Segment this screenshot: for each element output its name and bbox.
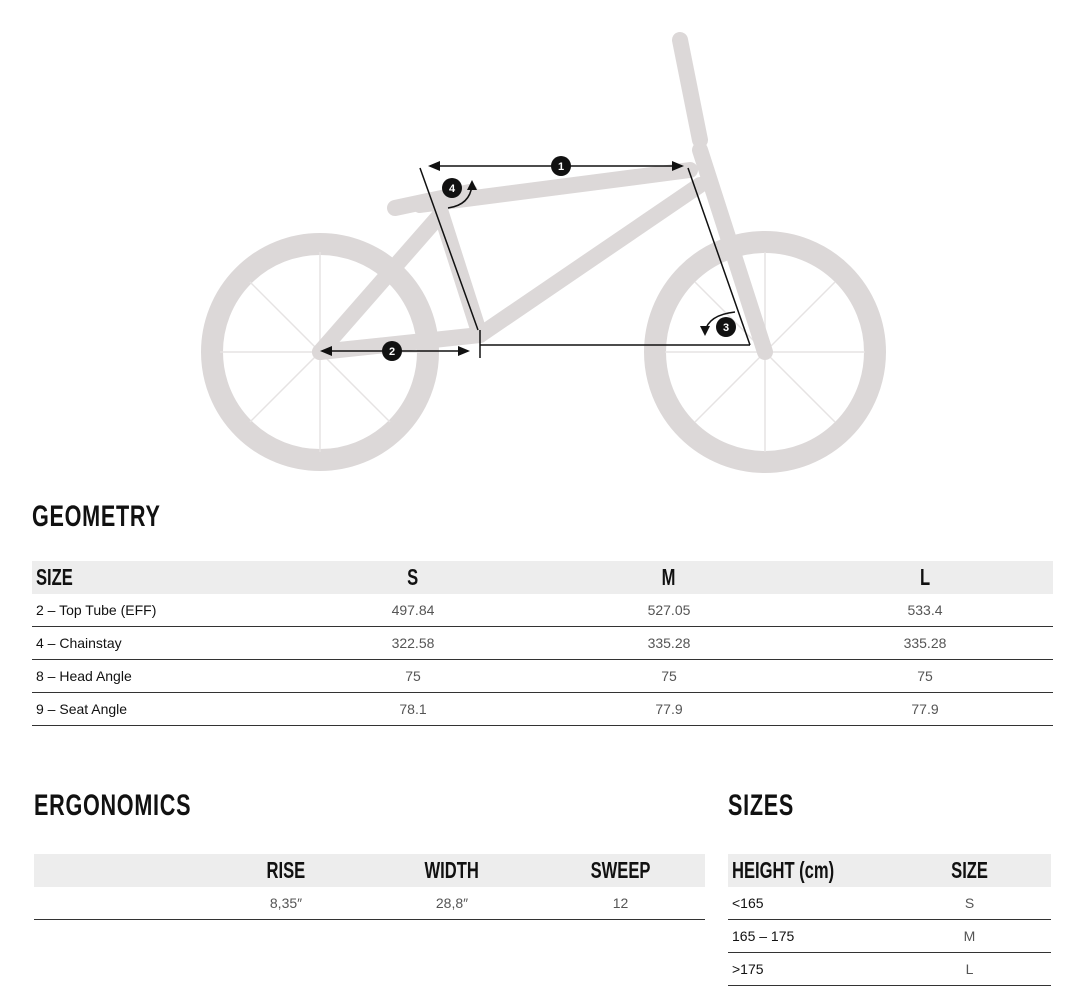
table-row bbox=[32, 627, 1053, 660]
row-label: 4 – Chainstay bbox=[32, 627, 285, 660]
header-m: M bbox=[662, 564, 676, 590]
sizes-header-row bbox=[728, 854, 1051, 887]
sizes-title: SIZES bbox=[728, 789, 795, 822]
header-sweep: SWEEP bbox=[590, 857, 651, 883]
marker-4: 4 bbox=[448, 183, 456, 195]
cell-value: S bbox=[888, 887, 1051, 920]
ergonomics-table bbox=[34, 854, 705, 920]
header-size: SIZE bbox=[36, 564, 73, 590]
header-size: SIZE bbox=[951, 857, 988, 883]
header-rise: RISE bbox=[266, 857, 306, 883]
header-s: S bbox=[407, 564, 419, 590]
cell-value: 335.28 bbox=[797, 627, 1053, 660]
header-width: WIDTH bbox=[424, 857, 480, 883]
ergonomics-title: ERGONOMICS bbox=[34, 789, 192, 822]
cell-value: 75 bbox=[797, 660, 1053, 693]
cell-value: 77.9 bbox=[797, 693, 1053, 726]
rise-value: 8,35″ bbox=[204, 887, 368, 920]
cell-value: 527.05 bbox=[541, 594, 797, 627]
geometry-header-row bbox=[32, 561, 1053, 594]
table-row bbox=[728, 953, 1051, 986]
geometry-table bbox=[32, 561, 1053, 726]
table-row bbox=[32, 693, 1053, 726]
row-label: 9 – Seat Angle bbox=[32, 693, 285, 726]
table-row bbox=[32, 660, 1053, 693]
row-label: 8 – Head Angle bbox=[32, 660, 285, 693]
table-row bbox=[728, 887, 1051, 920]
marker-3: 3 bbox=[722, 322, 730, 334]
cell-value: 75 bbox=[285, 660, 541, 693]
row-label: >175 bbox=[728, 953, 888, 986]
cell-value: 497.84 bbox=[285, 594, 541, 627]
marker-1: 1 bbox=[557, 161, 565, 173]
table-row bbox=[32, 594, 1053, 627]
row-label: 165 – 175 bbox=[728, 920, 888, 953]
sizes-table bbox=[728, 854, 1051, 986]
geometry-title: GEOMETRY bbox=[32, 500, 161, 533]
table-row bbox=[728, 920, 1051, 953]
width-value: 28,8″ bbox=[368, 887, 536, 920]
ergonomics-header-row bbox=[34, 854, 705, 887]
table-row bbox=[34, 887, 705, 920]
cell-value: 78.1 bbox=[285, 693, 541, 726]
bike-geometry-diagram bbox=[0, 0, 1082, 480]
marker-2: 2 bbox=[388, 346, 396, 358]
cell-value: M bbox=[888, 920, 1051, 953]
cell-value: 77.9 bbox=[541, 693, 797, 726]
cell-value: L bbox=[888, 953, 1051, 986]
cell-value: 533.4 bbox=[797, 594, 1053, 627]
header-l: L bbox=[919, 564, 931, 590]
cell-value: 75 bbox=[541, 660, 797, 693]
row-label: 2 – Top Tube (EFF) bbox=[32, 594, 285, 627]
bike-silhouette bbox=[212, 40, 875, 462]
sweep-value: 12 bbox=[536, 887, 705, 920]
header-height: HEIGHT (cm) bbox=[732, 857, 835, 883]
row-label: <165 bbox=[728, 887, 888, 920]
cell-value: 322.58 bbox=[285, 627, 541, 660]
cell-value: 335.28 bbox=[541, 627, 797, 660]
